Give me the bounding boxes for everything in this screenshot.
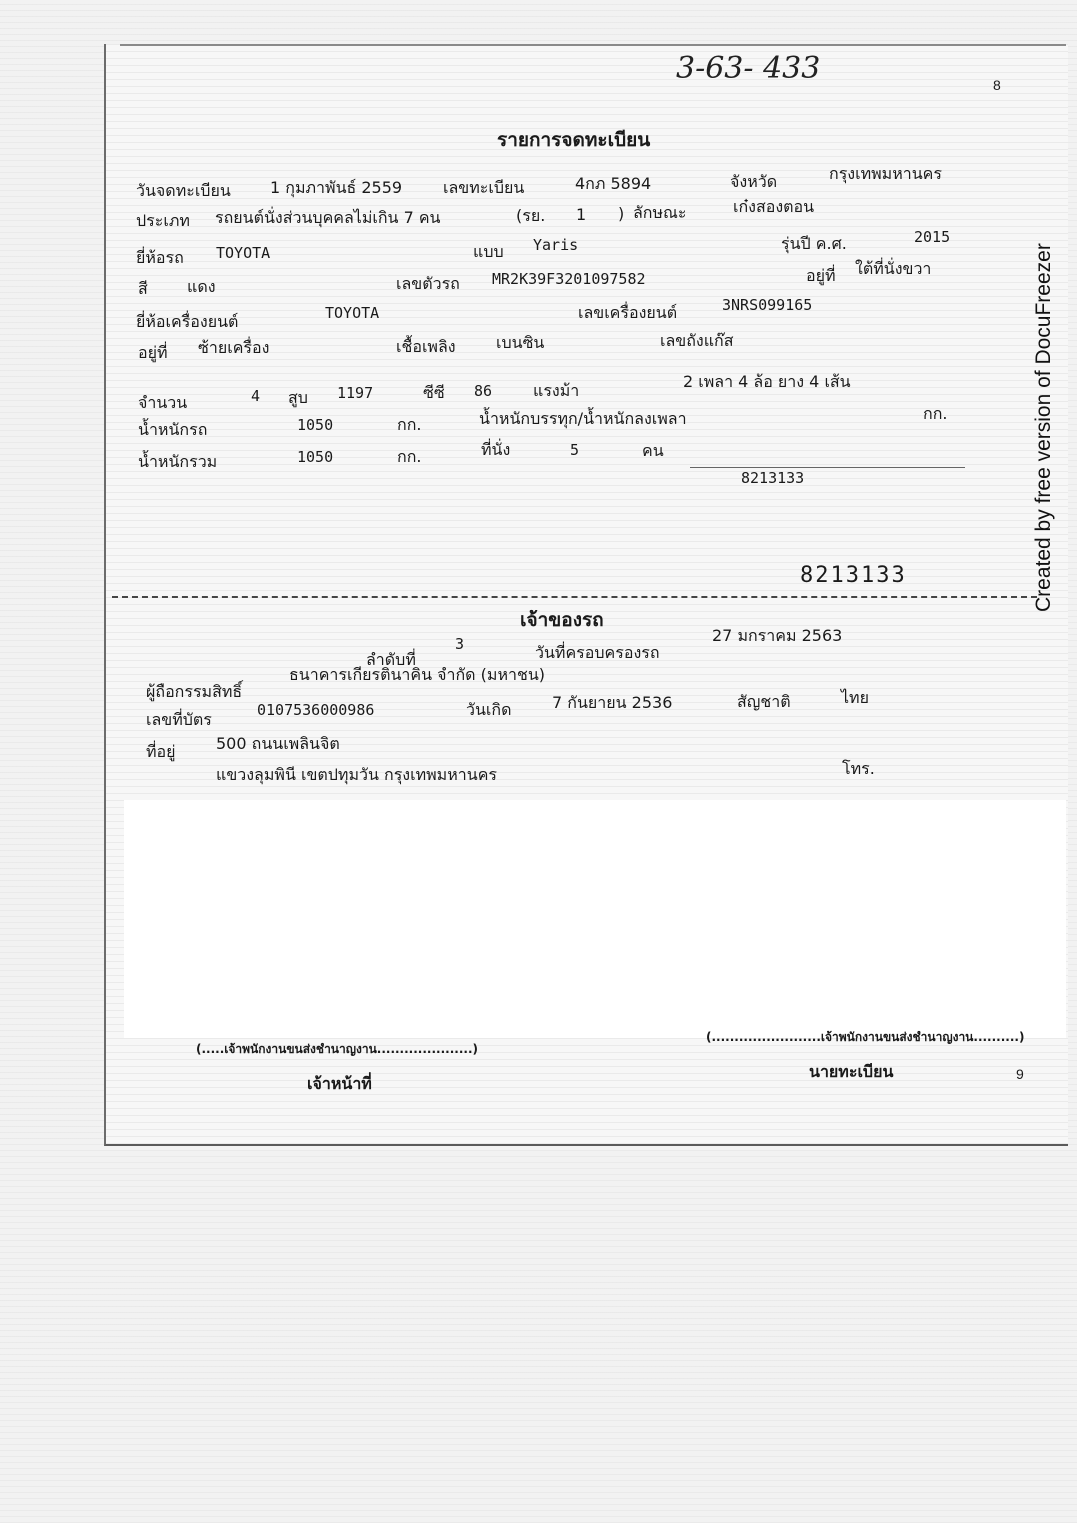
phone-label: โทร. (842, 759, 875, 778)
engine-brand-label: ยี่ห้อเครื่องยนต์ (136, 312, 239, 331)
holder-value: ธนาคารเกียรตินาคิน จำกัด (มหาชน) (289, 665, 546, 684)
weight-value: 1050 (297, 416, 334, 434)
persons-label: คน (642, 441, 664, 460)
style-label: ลักษณะ (633, 203, 687, 222)
color-label: สี (138, 279, 148, 298)
cc-value: 1197 (337, 384, 374, 402)
chassis-value: MR2K39F3201097582 (492, 270, 646, 288)
horsepower-value: 86 (474, 382, 493, 400)
style-value: เก๋งสองตอน (733, 197, 815, 216)
left-signature-line: (.....เจ้าพนักงานขนส่งชำนาญงาน.....................) (196, 1042, 478, 1056)
possession-date-value: 27 มกราคม 2563 (712, 626, 843, 645)
type-code-open: (รย. (516, 206, 546, 225)
handwritten-reference: 3-63- 433 (676, 51, 821, 86)
seats-label: ที่นั่ง (481, 440, 511, 459)
serial-number-small: 8213133 (741, 469, 805, 487)
right-signature-title: นายทะเบียน (809, 1062, 894, 1081)
chassis-label: เลขตัวรถ (396, 274, 460, 293)
page-top-border (120, 44, 1066, 46)
type-value: รถยนต์นั่งส่วนบุคคลไม่เกิน 7 คน (215, 208, 441, 227)
type-label: ประเภท (136, 211, 190, 230)
count-label: จำนวน (138, 393, 188, 412)
engine-location-label: อยู่ที่ (138, 343, 168, 362)
registration-section-title: รายการจดทะเบียน (497, 129, 651, 151)
possession-date-label: วันที่ครอบครองรถ (535, 643, 660, 662)
gross-weight-label: น้ำหนักรวม (138, 452, 218, 471)
page-number-bottom: 9 (1016, 1066, 1024, 1082)
chassis-location-label: อยู่ที่ (806, 266, 836, 285)
dob-label: วันเกิด (466, 700, 512, 719)
nationality-value: ไทย (841, 688, 869, 707)
id-value: 0107536000986 (257, 701, 375, 719)
axle-value: 2 เพลา 4 ล้อ ยาง 4 เส้น (683, 372, 851, 391)
load-unit: กก. (923, 404, 948, 423)
seats-value: 5 (570, 441, 580, 459)
engine-no-label: เลขเครื่องยนต์ (578, 303, 678, 322)
model-label: แบบ (473, 242, 504, 261)
gross-weight-unit: กก. (397, 447, 422, 466)
color-value: แดง (187, 277, 216, 296)
serial-number-large: 8213133 (800, 565, 907, 588)
weight-label: น้ำหนักรถ (138, 420, 208, 439)
cc-label: ซีซี (423, 383, 445, 402)
holder-label: ผู้ถือกรรมสิทธิ์ (146, 682, 243, 701)
weight-unit: กก. (397, 415, 422, 434)
order-value: 3 (455, 635, 465, 653)
brand-value: TOYOTA (216, 244, 271, 262)
section-divider (112, 596, 1037, 598)
divider-line (690, 467, 965, 468)
fuel-value: เบนซิน (496, 333, 545, 352)
horsepower-label: แรงม้า (533, 381, 580, 400)
address-line-1: 500 ถนนเพลินจิต (216, 734, 340, 753)
order-label: ลำดับที่ (366, 650, 416, 669)
gross-weight-value: 1050 (297, 448, 334, 466)
left-signature-title: เจ้าหน้าที่ (307, 1074, 372, 1093)
province-label: จังหวัด (730, 172, 778, 191)
type-code-close: ) (618, 204, 625, 223)
owner-section-title: เจ้าของรถ (520, 609, 604, 631)
cylinder-label: สูบ (288, 388, 308, 407)
reg-date-value: 1 กุมภาพันธ์ 2559 (270, 178, 403, 197)
page-number-top: 8 (993, 77, 1001, 93)
province-value: กรุงเทพมหานคร (829, 164, 942, 183)
watermark-text: Created by free version of DocuFreezer (1032, 243, 1055, 612)
load-label: น้ำหนักบรรทุก/น้ำหนักลงเพลา (479, 409, 687, 428)
year-value: 2015 (914, 228, 951, 246)
right-signature-line: (........................เจ้าพนักงานขนส่งชำนาญงาน..........) (706, 1030, 1025, 1044)
address-label: ที่อยู่ (146, 742, 176, 761)
count-value: 4 (251, 387, 261, 405)
reg-no-label: เลขทะเบียน (443, 178, 525, 197)
gas-tank-label: เลขถังแก๊ส (660, 331, 734, 350)
nationality-label: สัญชาติ (737, 692, 791, 711)
model-value: Yaris (533, 236, 579, 254)
type-code-value: 1 (576, 205, 587, 224)
reg-no-value: 4กภ 5894 (575, 174, 652, 193)
year-label: รุ่นปี ค.ศ. (781, 234, 847, 253)
fuel-label: เชื้อเพลิง (396, 337, 456, 356)
id-label: เลขที่บัตร (146, 710, 212, 729)
chassis-location-value: ใต้ที่นั่งขวา (855, 259, 932, 278)
engine-brand-value: TOYOTA (325, 304, 380, 322)
engine-location-value: ซ้ายเครื่อง (198, 338, 270, 357)
address-line-2: แขวงลุมพินี เขตปทุมวัน กรุงเทพมหานคร (216, 765, 497, 784)
engine-no-value: 3NRS099165 (722, 296, 813, 314)
redacted-area (124, 800, 1066, 1038)
dob-value: 7 กันยายน 2536 (552, 693, 673, 712)
reg-date-label: วันจดทะเบียน (136, 181, 231, 200)
brand-label: ยี่ห้อรถ (136, 248, 184, 267)
